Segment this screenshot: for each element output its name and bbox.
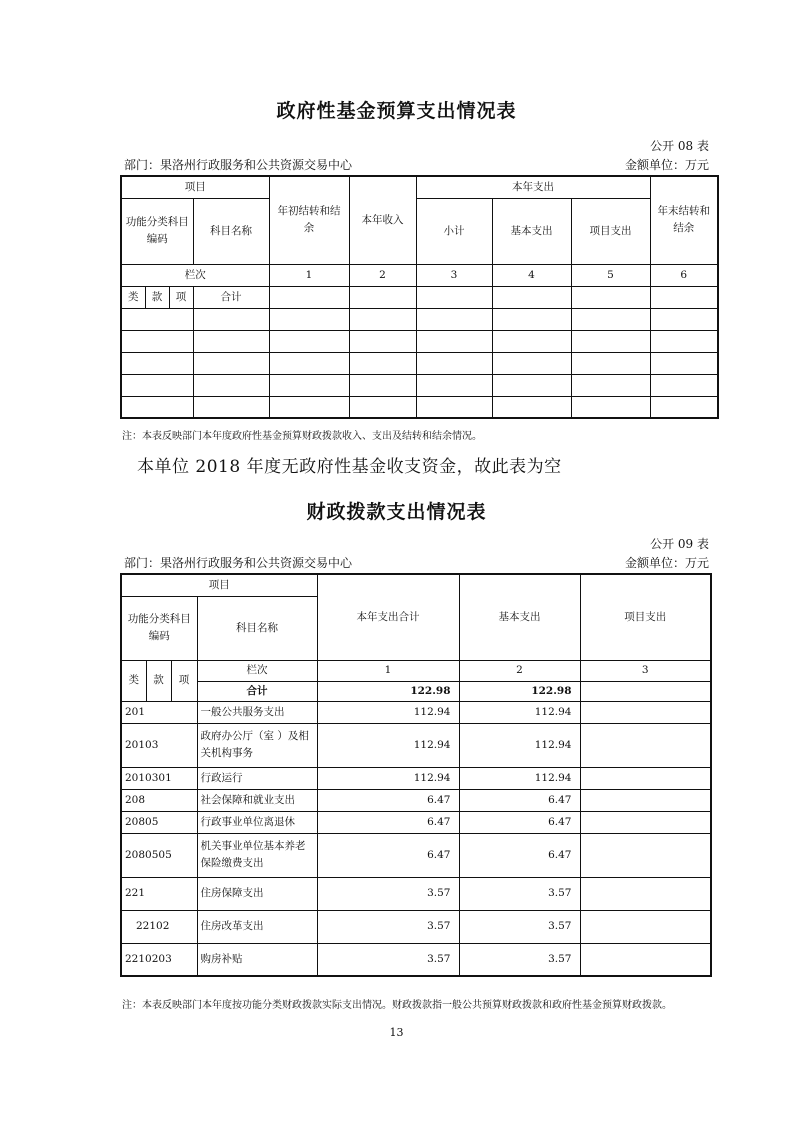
table2-total-label: 合计 xyxy=(197,681,317,701)
table1-header-subtotal: 小计 xyxy=(416,198,492,264)
table-row xyxy=(121,723,711,767)
row-total: 3.57 xyxy=(317,943,459,976)
table1-empty-row xyxy=(121,308,718,330)
row-code: 22102 xyxy=(121,910,197,943)
row-basic: 6.47 xyxy=(459,811,580,833)
table1-col-index: 5 xyxy=(571,264,650,286)
table1-empty-row xyxy=(121,352,718,374)
table2-unit: 金额单位：万元 xyxy=(624,556,709,570)
table1-code: 公开 08 表 xyxy=(650,139,709,153)
table2-header-total: 本年支出合计 xyxy=(317,574,459,660)
row-basic: 112.94 xyxy=(459,767,580,789)
table1-unit: 金额单位：万元 xyxy=(624,158,709,172)
table2-header-func-code: 功能分类科目编码 xyxy=(121,596,197,660)
table2-header-basic: 基本支出 xyxy=(459,574,580,660)
table1-xiang-header: 项 xyxy=(169,286,193,308)
table2 xyxy=(120,573,712,977)
table2-code: 公开 09 表 xyxy=(650,537,709,551)
row-code: 2210203 xyxy=(121,943,197,976)
table2-header-item: 项目 xyxy=(121,574,317,596)
row-code: 221 xyxy=(121,877,197,910)
table1-col-index: 3 xyxy=(416,264,492,286)
row-name: 社会保障和就业支出 xyxy=(197,789,317,811)
row-code: 201 xyxy=(121,701,197,723)
table1-cell xyxy=(650,286,718,308)
row-total: 6.47 xyxy=(317,811,459,833)
table-row xyxy=(121,910,711,943)
table1 xyxy=(120,175,719,419)
row-name: 购房补贴 xyxy=(197,943,317,976)
row-project xyxy=(580,943,711,976)
table1-header-income: 本年收入 xyxy=(349,176,416,264)
table-row xyxy=(121,943,711,976)
empty-table-message: 本单位 2018 年度无政府性基金收支资金，故此表为空 xyxy=(137,457,562,477)
row-code: 20103 xyxy=(121,723,197,767)
table-row xyxy=(121,877,711,910)
row-name: 机关事业单位基本养老保险缴费支出 xyxy=(197,833,317,877)
table1-title: 政府性基金预算支出情况表 xyxy=(276,100,517,122)
table-row xyxy=(121,833,711,877)
table1-header-project: 项目支出 xyxy=(571,198,650,264)
table1-cell xyxy=(492,286,571,308)
row-basic: 3.57 xyxy=(459,943,580,976)
row-name: 住房改革支出 xyxy=(197,910,317,943)
table1-cell xyxy=(269,286,349,308)
table2-total-project xyxy=(580,681,711,701)
table1-cell xyxy=(571,286,650,308)
row-project xyxy=(580,701,711,723)
table1-empty-row xyxy=(121,330,718,352)
table2-header-subject: 科目名称 xyxy=(197,596,317,660)
table2-total-basic: 122.98 xyxy=(459,681,580,701)
table1-header-expense: 本年支出 xyxy=(416,176,650,198)
table1-note: 注：本表反映部门本年度政府性基金预算财政拨款收入、支出及结转和结余情况。 xyxy=(122,431,482,442)
row-total: 6.47 xyxy=(317,789,459,811)
table1-header-subject: 科目名称 xyxy=(193,198,269,264)
table1-header-basic: 基本支出 xyxy=(492,198,571,264)
table1-col-index: 2 xyxy=(349,264,416,286)
page-number: 13 xyxy=(389,1026,404,1039)
row-basic: 112.94 xyxy=(459,701,580,723)
table1-kuan-header: 款 xyxy=(145,286,169,308)
table2-note: 注：本表反映部门本年度按功能分类财政拨款实际支出情况。财政拨款指一般公共预算财政拨款和政府性基金预算财政拨款。 xyxy=(122,1000,672,1011)
table1-empty-row xyxy=(121,374,718,396)
table-row xyxy=(121,767,711,789)
table2-col-index: 1 xyxy=(317,660,459,681)
table2-kuan-header: 款 xyxy=(146,660,171,701)
row-code: 208 xyxy=(121,789,197,811)
row-project xyxy=(580,767,711,789)
row-name: 行政事业单位离退休 xyxy=(197,811,317,833)
table2-col-index: 2 xyxy=(459,660,580,681)
row-basic: 6.47 xyxy=(459,789,580,811)
row-total: 112.94 xyxy=(317,767,459,789)
row-project xyxy=(580,877,711,910)
table2-header-project: 项目支出 xyxy=(580,574,711,660)
table2-title: 财政拨款支出情况表 xyxy=(306,501,487,523)
table1-col-index: 1 xyxy=(269,264,349,286)
row-project xyxy=(580,811,711,833)
table1-header-item: 项目 xyxy=(121,176,269,198)
row-basic: 6.47 xyxy=(459,833,580,877)
table-row xyxy=(121,701,711,723)
table1-col-index: 4 xyxy=(492,264,571,286)
table1-column-index-label: 栏次 xyxy=(121,264,269,286)
row-basic: 112.94 xyxy=(459,723,580,767)
row-basic: 3.57 xyxy=(459,877,580,910)
table1-col-index: 6 xyxy=(650,264,718,286)
row-total: 6.47 xyxy=(317,833,459,877)
table1-total-label: 合计 xyxy=(193,286,269,308)
row-total: 112.94 xyxy=(317,701,459,723)
row-name: 行政运行 xyxy=(197,767,317,789)
table1-header-end-balance: 年末结转和结余 xyxy=(650,176,718,264)
row-total: 3.57 xyxy=(317,910,459,943)
table-row xyxy=(121,789,711,811)
row-name: 住房保障支出 xyxy=(197,877,317,910)
row-total: 3.57 xyxy=(317,877,459,910)
table2-col-index: 3 xyxy=(580,660,711,681)
row-name: 一般公共服务支出 xyxy=(197,701,317,723)
table2-total-sum: 122.98 xyxy=(317,681,459,701)
table2-department: 部门：果洛州行政服务和公共资源交易中心 xyxy=(124,556,353,570)
row-code: 2010301 xyxy=(121,767,197,789)
row-code: 20805 xyxy=(121,811,197,833)
row-project xyxy=(580,833,711,877)
table1-cell xyxy=(349,286,416,308)
table2-column-index-label: 栏次 xyxy=(197,660,317,681)
table1-lei-header: 类 xyxy=(121,286,145,308)
table2-total-row xyxy=(121,681,711,701)
table1-empty-row xyxy=(121,396,718,418)
row-project xyxy=(580,723,711,767)
row-total: 112.94 xyxy=(317,723,459,767)
row-name: 政府办公厅（室 ）及相关机构事务 xyxy=(197,723,317,767)
table2-xiang-header: 项 xyxy=(171,660,197,701)
table1-header-func-code: 功能分类科目编码 xyxy=(121,198,193,264)
table2-lei-header: 类 xyxy=(121,660,146,701)
row-project xyxy=(580,910,711,943)
row-project xyxy=(580,789,711,811)
table1-header-begin-balance: 年初结转和结余 xyxy=(269,176,349,264)
table1-department: 部门：果洛州行政服务和公共资源交易中心 xyxy=(124,158,353,172)
table-row xyxy=(121,811,711,833)
row-basic: 3.57 xyxy=(459,910,580,943)
row-code: 2080505 xyxy=(121,833,197,877)
table1-cell xyxy=(416,286,492,308)
